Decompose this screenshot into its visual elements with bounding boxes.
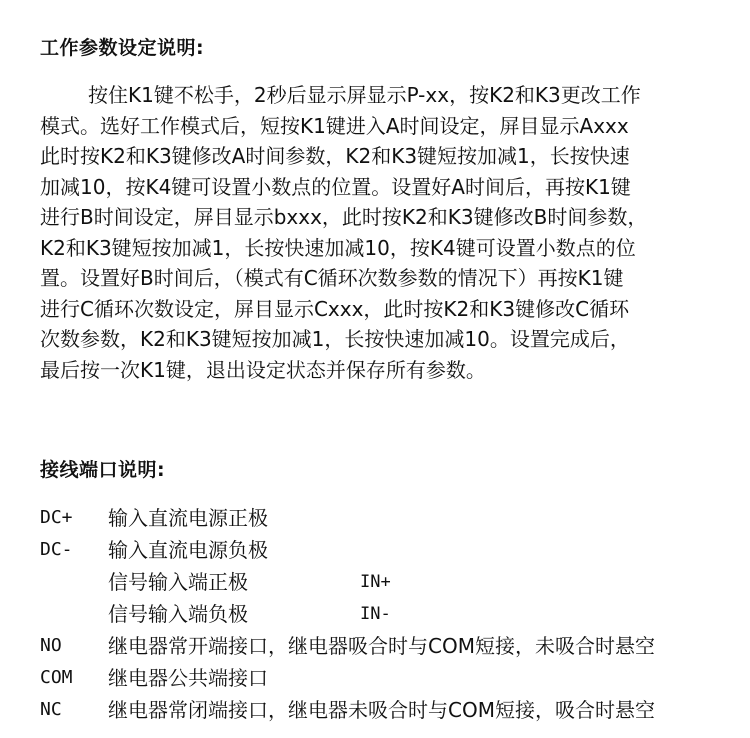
paragraph-line: 进行B时间设定，屏目显示bxxx，此时按K2和K3键修改B时间参数，	[40, 205, 648, 229]
port-row-in-plus	[40, 566, 740, 598]
port-description: 继电器常开端接口，继电器吸合时与COM短接，未吸合时悬空	[108, 634, 655, 658]
port-row-dc-plus	[40, 502, 740, 534]
paragraph-line: 加减10，按K4键可设置小数点的位置。设置好A时间后，再按K1键	[40, 174, 631, 199]
port-row-dc-minus	[40, 534, 740, 566]
paragraph-line: 进行C循环次数设定，屏目显示Cxxx，此时按K2和K3键修改C循环	[40, 296, 630, 321]
port-label: DC-	[40, 539, 73, 560]
port-pin: IN+	[360, 572, 391, 592]
port-label: NO	[40, 635, 62, 656]
settings-heading: 工作参数设定说明:	[40, 37, 205, 59]
port-row-no	[40, 630, 740, 662]
paragraph-line: 此时按K2和K3键修改A时间参数，K2和K3键短按加减1，长按快速	[40, 144, 630, 168]
port-label: COM	[40, 667, 73, 688]
port-label: NC	[40, 699, 62, 720]
paragraph-line: 最后按一次K1键，退出设定状态并保存所有参数。	[40, 357, 486, 382]
paragraph-line: K2和K3键短按加减1，长按快速加减10，按K4键可设置小数点的位	[40, 235, 636, 260]
port-row-in-minus	[40, 598, 740, 630]
port-row-nc	[40, 694, 740, 726]
paragraph-line: 模式。选好工作模式后，短按K1键进入A时间设定，屏目显示Axxx	[40, 113, 629, 138]
wiring-heading: 接线端口说明:	[40, 459, 166, 481]
paragraph-line: 次数参数，K2和K3键短按加减1，长按快速加减10。设置完成后，	[40, 327, 630, 351]
port-list	[40, 502, 740, 726]
paragraph-line: 置。设置好B时间后，（模式有C循环次数参数的情况下）再按K1键	[40, 266, 624, 290]
port-description: 信号输入端正极	[108, 570, 248, 594]
port-label: DC+	[40, 507, 73, 528]
port-description: 输入直流电源负极	[108, 538, 268, 562]
paragraph-line: 按住K1键不松手，2秒后显示屏显示P-xx，按K2和K3更改工作	[88, 83, 641, 107]
port-description: 继电器常闭端接口，继电器未吸合时与COM短接，吸合时悬空	[108, 698, 655, 722]
settings-paragraph	[40, 80, 730, 385]
port-description: 输入直流电源正极	[108, 506, 268, 530]
port-pin: IN-	[360, 604, 391, 624]
port-row-com	[40, 662, 740, 694]
port-description: 继电器公共端接口	[108, 666, 268, 690]
port-description: 信号输入端负极	[108, 602, 248, 626]
